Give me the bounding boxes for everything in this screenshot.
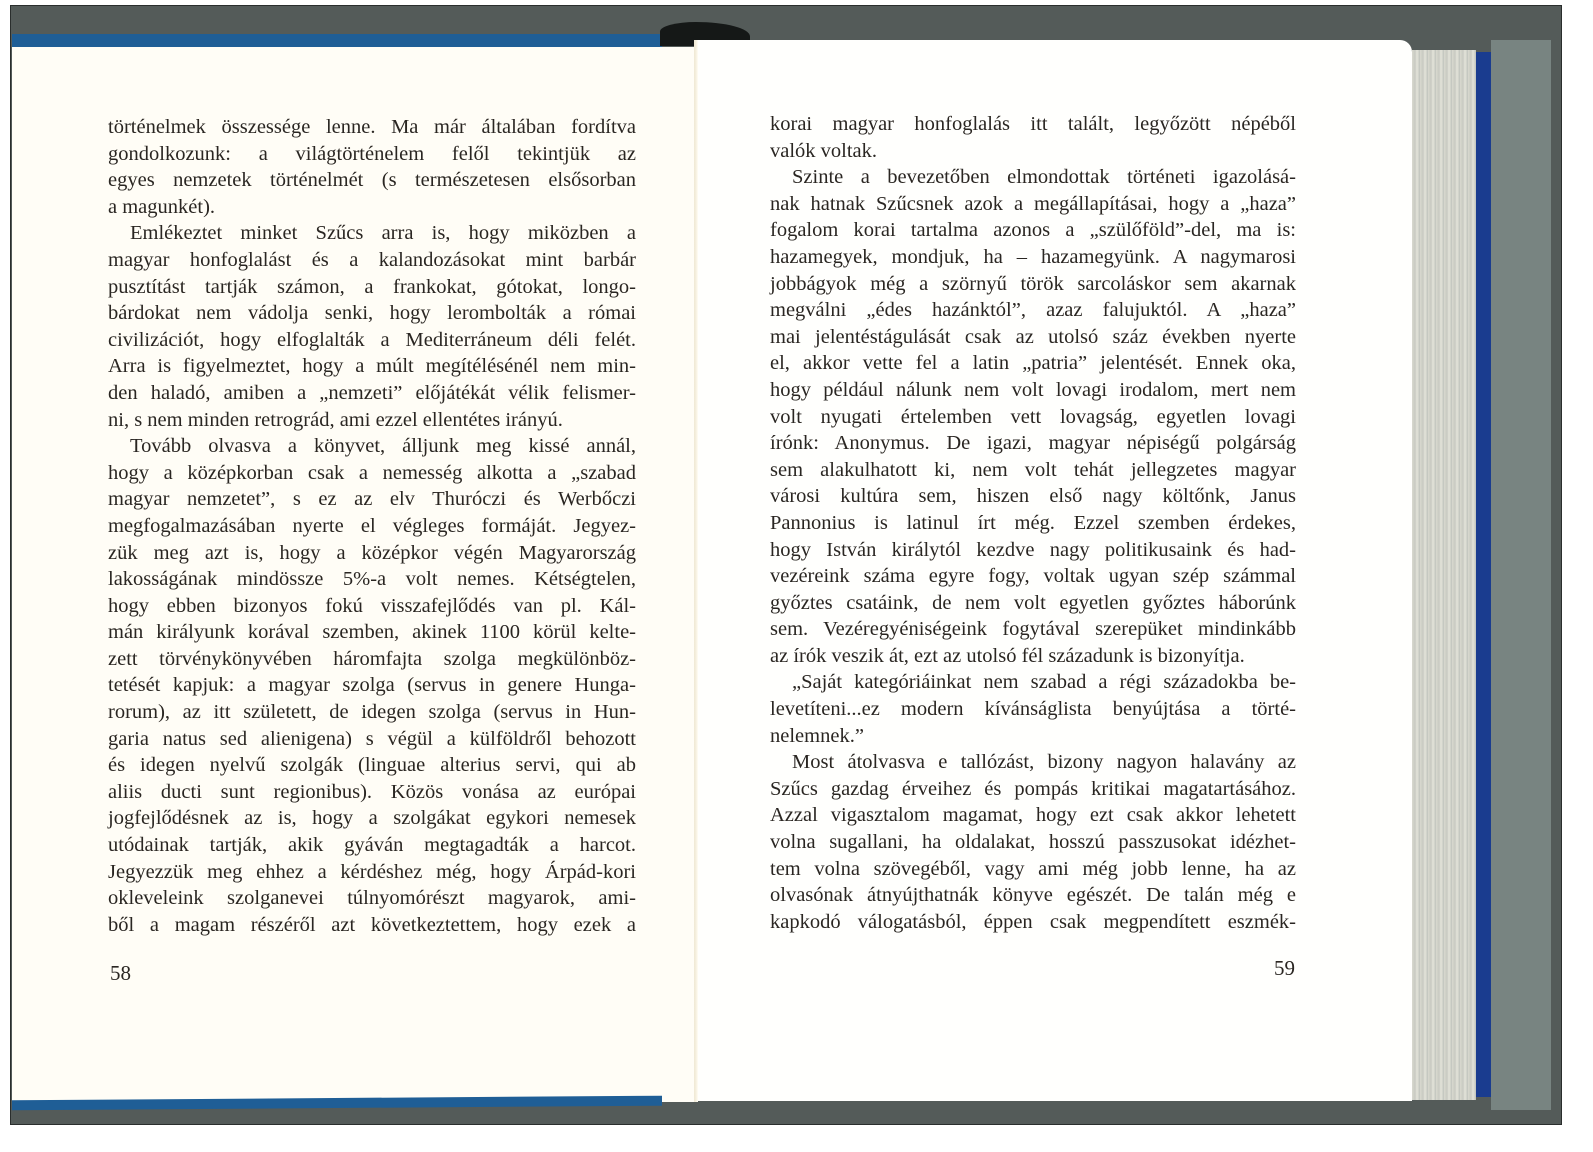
- text-line: ni, s nem minden retrográd, ami ezzel ellentétes irányú.: [108, 408, 563, 431]
- text-line: garia natus sed alienigena) s végül a külföldről behozott: [108, 727, 636, 750]
- cover-edge-right: [1474, 52, 1491, 1097]
- text-line: tetését kapjuk: a magyar szolga (servus in genere Hunga-: [108, 674, 636, 697]
- text-line: tem volna szövegéből, vagy ami még jobb lenne, ha az: [770, 857, 1296, 880]
- text-line: magyar honfoglalást és a kalandozásokat mint barbár: [108, 248, 636, 271]
- text-line: olvasónak átnyújthatnák könyve egészét. De talán még e: [770, 884, 1296, 907]
- text-line: a magunkét).: [108, 195, 216, 218]
- page-number-right: 59: [1274, 956, 1295, 980]
- text-line: kapkodó válogatásból, éppen csak megpendített eszmék-: [770, 910, 1296, 933]
- text-line: egyes nemzetek történelmét (s természetesen elsősorban: [108, 169, 636, 192]
- cover-edge-top: [12, 34, 662, 47]
- text-line: mai jelentéstágulását csak az utolsó száz években nyerte: [770, 325, 1296, 348]
- text-line: nak hatnak Szűcsnek azok a megállapításai, hogy a „haza”: [770, 192, 1296, 215]
- text-line: bárdokat nem vádolja senki, hogy lerombolták a római: [108, 302, 636, 325]
- text-line: zett törvénykönyvében háromfajta szolga megkülönböz-: [108, 647, 636, 670]
- text-line: sem. Vezéregyéniségeink fogytával szerepüket mindinkább: [770, 618, 1296, 641]
- text-line: győztes csatáink, de nem volt egyetlen győztes háborúnk: [770, 591, 1296, 614]
- text-line: az írók veszik át, ezt az utolsó fél századunk is bizonyítja.: [770, 644, 1245, 667]
- page-number-left: 58: [110, 961, 131, 985]
- text-line: pusztítást tartják számon, a frankokat, gótokat, longo-: [108, 275, 636, 298]
- text-line: zük meg azt is, hogy a középkor végén Magyarország: [108, 541, 636, 564]
- text-line: Emlékeztet minket Szűcs arra is, hogy miközben a: [130, 222, 636, 245]
- right-page-text: [770, 111, 1296, 935]
- text-line: Szinte a bevezetőben elmondottak történeti igazolásá-: [792, 166, 1296, 189]
- text-line: okleveleink szolganevei túlnyomórészt magyarok, ami-: [108, 887, 636, 910]
- text-line: lakosságának mindössze 5%-a volt nemes. Kétségtelen,: [108, 568, 636, 591]
- text-line: aliis ducti sunt regionibus). Közös vonása az európai: [108, 780, 636, 803]
- text-line: utódainak tartják, akik gyáván megtagadták a harcot.: [108, 834, 636, 857]
- text-line: Jegyezzük meg ehhez a kérdéshez még, hogy Árpád-kori: [108, 860, 636, 883]
- text-line: Azzal vigasztalom magamat, hogy ezt csak akkor lehetett: [770, 804, 1296, 827]
- text-line: rorum), az itt született, de idegen szolga (servus in Hun-: [108, 701, 636, 724]
- text-line: vezéreink száma egyre fogy, voltak ugyan szép számmal: [770, 565, 1296, 588]
- book-gutter: [694, 40, 698, 1102]
- text-line: Szűcs gazdag érveihez és pompás kritikai magatartásához.: [770, 777, 1296, 800]
- text-line: civilizációt, hogy elfoglalták a Mediterráneum déli felét.: [108, 328, 636, 351]
- text-line: megfogalmazásában nyerte el végleges formáját. Jegyez-: [108, 514, 636, 537]
- text-line: Pannonius is latinul írt még. Ezzel szemben érdekes,: [770, 511, 1296, 534]
- page-stack-edge: [1412, 50, 1476, 1100]
- text-line: hogy például nálunk nem volt lovagi irodalom, mert nem: [770, 378, 1296, 401]
- text-line: valók voltak.: [770, 139, 878, 162]
- text-line: sem alakulhatott ki, nem volt tehát jellegzetes magyar: [770, 458, 1296, 481]
- text-line: Most átolvasva e tallózást, bizony nagyon halavány az: [792, 751, 1296, 774]
- text-line: gondolkozunk: a világtörténelem felől tekintjük az: [108, 142, 636, 165]
- text-line: és idegen nyelvű szolgák (linguae alterius servi, qui ab: [108, 754, 636, 777]
- left-page-text: [108, 114, 636, 938]
- text-line: városi kultúra sem, hiszen első nagy költőnk, Janus: [770, 485, 1296, 508]
- text-line: fogalom korai tartalma azonos a „szülőföld”-del, ma is:: [770, 219, 1296, 242]
- book-back-board: [1491, 40, 1551, 1110]
- text-line: nelemnek.”: [770, 724, 864, 747]
- text-line: volna sugallani, ha oldalakat, hosszú passzusokat idézhet-: [770, 831, 1296, 854]
- text-line: mán királyunk korával szemben, akinek 1100 körül kelte-: [108, 621, 636, 644]
- text-line: volt nyugati értelemben vett lovagság, egyetlen lovagi: [770, 405, 1296, 428]
- text-line: Tovább olvasva a könyvet, álljunk meg kissé annál,: [130, 435, 636, 458]
- text-line: hazamegyek, mondjuk, ha – hazamegyünk. A nagymarosi: [770, 245, 1296, 268]
- text-line: írónk: Anonymus. De igazi, magyar népiségű polgárság: [770, 432, 1296, 455]
- text-line: den haladó, amiben a „nemzeti” előjátékát vélik felismer-: [108, 381, 636, 404]
- text-line: ből a magam részéről azt következtettem, hogy ezek a: [108, 913, 636, 936]
- text-line: hogy ebben bizonyos fokú visszafejlődés van pl. Kál-: [108, 594, 636, 617]
- text-line: el, akkor vette fel a latin „patria” jelentését. Ennek oka,: [770, 352, 1296, 375]
- text-line: megválni „édes hazánktól”, azaz falujuktól. A „haza”: [770, 299, 1296, 322]
- text-line: hogy István királytól kezdve nagy politikusaink és had-: [770, 538, 1296, 561]
- text-line: magyar nemzetet”, s ez az elv Thuróczi és Werbőczi: [108, 488, 636, 511]
- text-line: jogfejlődésnek az is, hogy a szolgákat egykori nemesek: [108, 807, 636, 830]
- text-line: Arra is figyelmeztet, hogy a múlt megítélésénél nem min-: [108, 355, 636, 378]
- text-line: korai magyar honfoglalás itt talált, legyőzött népéből: [770, 113, 1296, 135]
- text-line: hogy a középkorban csak a nemesség alkotta a „szabad: [108, 461, 636, 484]
- text-line: jobbágyok még a szörnyű török sarcoláskor sem akarnak: [770, 272, 1296, 295]
- text-line: levetíteni...ez modern kívánságlista benyújtása a törté-: [770, 698, 1296, 721]
- text-line: „Saját kategóriáinkat nem szabad a régi századokba be-: [792, 671, 1296, 694]
- text-line: történelmek összessége lenne. Ma már általában fordítva: [108, 116, 636, 138]
